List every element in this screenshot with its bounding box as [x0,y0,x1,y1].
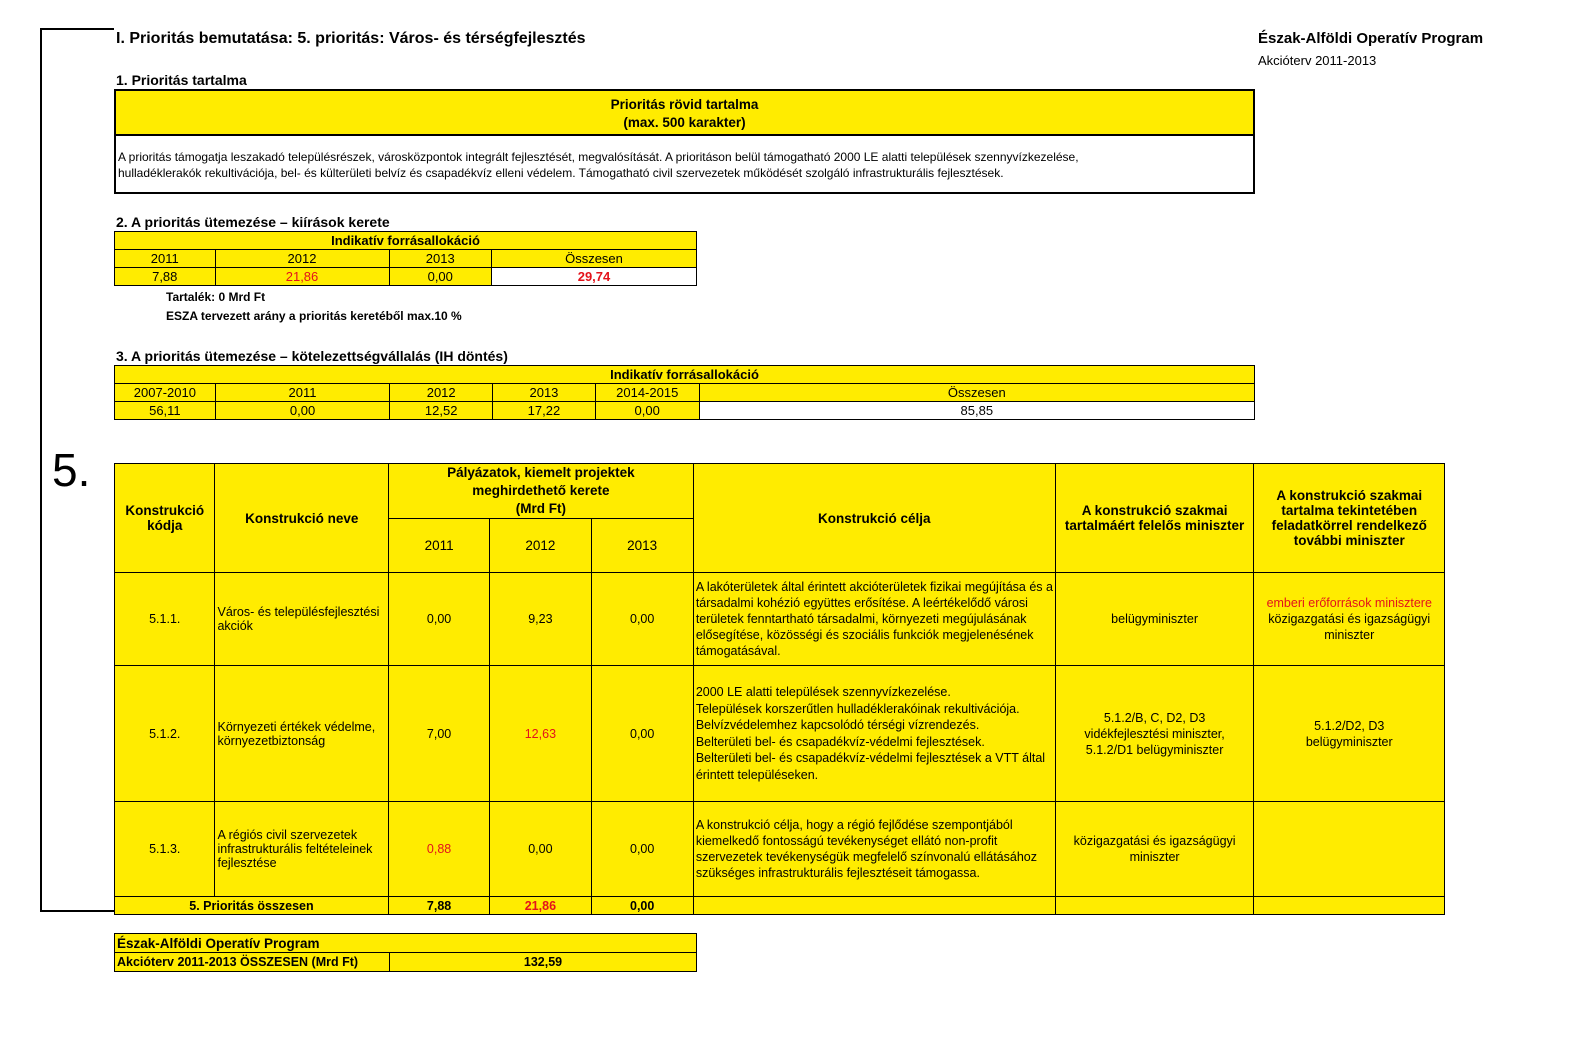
section2-heading: 2. A prioritás ütemezése – kiírások kerete [116,214,390,230]
column-header: Összesen [699,384,1254,402]
action-plan-label: Akcióterv 2011-2013 [1258,53,1377,68]
other-minister-red: emberi erőforrások minisztere [1266,596,1432,610]
goal-line: Belvízvédelemhez kapcsolódó térségi vízrendezés. [695,718,980,732]
section-number: 5. [52,444,91,496]
header-year: 2011 [388,519,489,573]
total-empty-cell [1055,897,1254,915]
header-frame-line: (Mrd Ft) [515,501,566,516]
esza-note: ESZA tervezett arány a prioritás keretéből max.10 % [166,309,462,323]
column-header: 2007-2010 [115,384,216,402]
value-cell: 21,86 [215,268,389,286]
row-goal [693,666,1055,802]
column-header: 2014-2015 [595,384,699,402]
header-other-minister: A konstrukció szakmai tartalma tekintetében feladatkörrel rendelkező további miniszter [1254,464,1445,573]
content-box-body [114,134,1255,194]
goal-line: Belterületi bel- és csapadékvíz-védelmi fejlesztések a VTT által érintett településeken. [695,751,1046,782]
construction-table [114,463,1445,915]
page-title: I. Prioritás bemutatása: 5. prioritás: Város- és térségfejlesztés [116,30,586,47]
table-row [115,573,1445,666]
row-name: A régiós civil szervezetek infrastrukturális feltételeinek fejlesztése [215,802,388,897]
table-row [115,666,1445,802]
header-code: Konstrukció kódja [115,464,215,573]
value-cell: 7,88 [115,268,216,286]
row-goal: A lakóterületek által érintett akcióterületek fizikai megújítása és a társadalmi kohézió együttes erősítése. A leértékelődő városi területek fenntartható társadalmi, környezeti megújulásának elősegítése, közösségi és szociális funkciók megjelenésének támogatásával. [693,573,1055,666]
total-label: 5. Prioritás összesen [115,897,389,915]
header-minister: A konstrukció szakmai tartalmáért felelős miniszter [1055,464,1254,573]
column-header: 2012 [390,384,493,402]
value-cell: 17,22 [493,402,596,420]
goal-line: 2000 LE alatti települések szennyvízkezelése. [695,685,951,699]
row-code: 5.1.2. [115,666,215,802]
column-header: 2011 [115,250,216,268]
total-value: 21,86 [490,897,591,915]
row-value: 0,00 [490,802,591,897]
total-value: 0,00 [591,897,693,915]
row-goal: A konstrukció célja, hogy a régió fejlődése szempontjából kiemelkedő fontosságú tevékenységet ellátó non-profit szervezetek tevékenységük megfelelő színvonalú ellátásához szükséges infrastrukturális fejlesztéseit támogassa. [693,802,1055,897]
table-row [115,802,1445,897]
summary-label: Akcióterv 2011-2013 ÖSSZESEN (Mrd Ft) [115,953,390,972]
total-value: 7,88 [388,897,489,915]
summary-table [114,933,697,972]
summary-value: 132,59 [390,953,697,972]
value-cell: 12,52 [390,402,493,420]
content-line: A prioritás támogatja leszakadó településrészek, városközpontok integrált fejlesztését, megvalósítását. A prioritáson belül támogatható 2000 LE alatti települések szennyvízkezelése, [118,150,1079,164]
row-value: 9,23 [490,573,591,666]
allocation-title: Indikatív forrásallokáció [115,366,1255,384]
content-box-title: Prioritás rövid tartalma [610,97,759,112]
row-other-minister [1254,573,1445,666]
header-frame [388,464,693,519]
row-value: 12,63 [490,666,591,802]
goal-line: Települések korszerűtlen hulladéklerakóinak rekultivációja. [695,701,1020,716]
value-cell: 0,00 [595,402,699,420]
content-line: hulladéklerakók rekultivációja, bel- és külterületi belvíz és csapadékvíz elleni védelem. Támogatható civil szervezetek működését szolgáló infrastrukturális fejlesztések. [118,166,1004,180]
row-code: 5.1.1. [115,573,215,666]
content-box-header [114,89,1255,136]
header-year: 2012 [490,519,591,573]
header-year: 2013 [591,519,693,573]
column-header: 2011 [215,384,390,402]
column-header: 2013 [389,250,491,268]
column-header: Összesen [492,250,697,268]
header-frame-line: Pályázatok, kiemelt projektek [447,465,635,480]
row-name: Város- és településfejlesztési akciók [215,573,388,666]
program-name: Észak-Alföldi Operatív Program [1258,30,1484,47]
total-cell: 85,85 [699,402,1254,420]
commitment-allocation-table [114,365,1255,420]
row-name: Környezeti értékek védelme, környezetbiztonság [215,666,388,802]
row-other-minister: 5.1.2/D2, D3 belügyminiszter [1254,666,1445,802]
row-value: 7,00 [388,666,489,802]
header-name: Konstrukció neve [215,464,388,573]
row-minister: belügyminiszter [1055,573,1254,666]
reserve-note: Tartalék: 0 Mrd Ft [166,290,266,304]
total-empty-cell [693,897,1055,915]
section3-heading: 3. A prioritás ütemezése – kötelezettségvállalás (IH döntés) [116,348,508,364]
other-minister-text: közigazgatási és igazságügyi miniszter [1268,612,1431,642]
allocation-title: Indikatív forrásallokáció [115,232,697,250]
section1-heading: 1. Prioritás tartalma [116,72,247,88]
total-cell: 29,74 [492,268,697,286]
row-value: 0,00 [388,573,489,666]
goal-line: Belterületi bel- és csapadékvíz-védelmi fejlesztések. [695,734,985,749]
total-row [115,897,1445,915]
value-cell: 0,00 [389,268,491,286]
column-header: 2013 [493,384,596,402]
row-other-minister [1254,802,1445,897]
summary-title: Észak-Alföldi Operatív Program [115,934,697,953]
value-cell: 0,00 [215,402,390,420]
header-frame-line: meghirdethető kerete [472,483,610,498]
row-minister: közigazgatási és igazságügyi miniszter [1055,802,1254,897]
value-cell: 56,11 [115,402,216,420]
row-value: 0,00 [591,666,693,802]
row-value: 0,00 [591,573,693,666]
content-box-subtitle: (max. 500 karakter) [623,115,746,130]
row-minister: 5.1.2/B, C, D2, D3 vidékfejlesztési miniszter, 5.1.2/D1 belügyminiszter [1055,666,1254,802]
total-empty-cell [1254,897,1445,915]
column-header: 2012 [215,250,389,268]
row-code: 5.1.3. [115,802,215,897]
call-allocation-table [114,231,697,286]
header-goal: Konstrukció célja [693,464,1055,573]
row-value: 0,88 [388,802,489,897]
row-value: 0,00 [591,802,693,897]
